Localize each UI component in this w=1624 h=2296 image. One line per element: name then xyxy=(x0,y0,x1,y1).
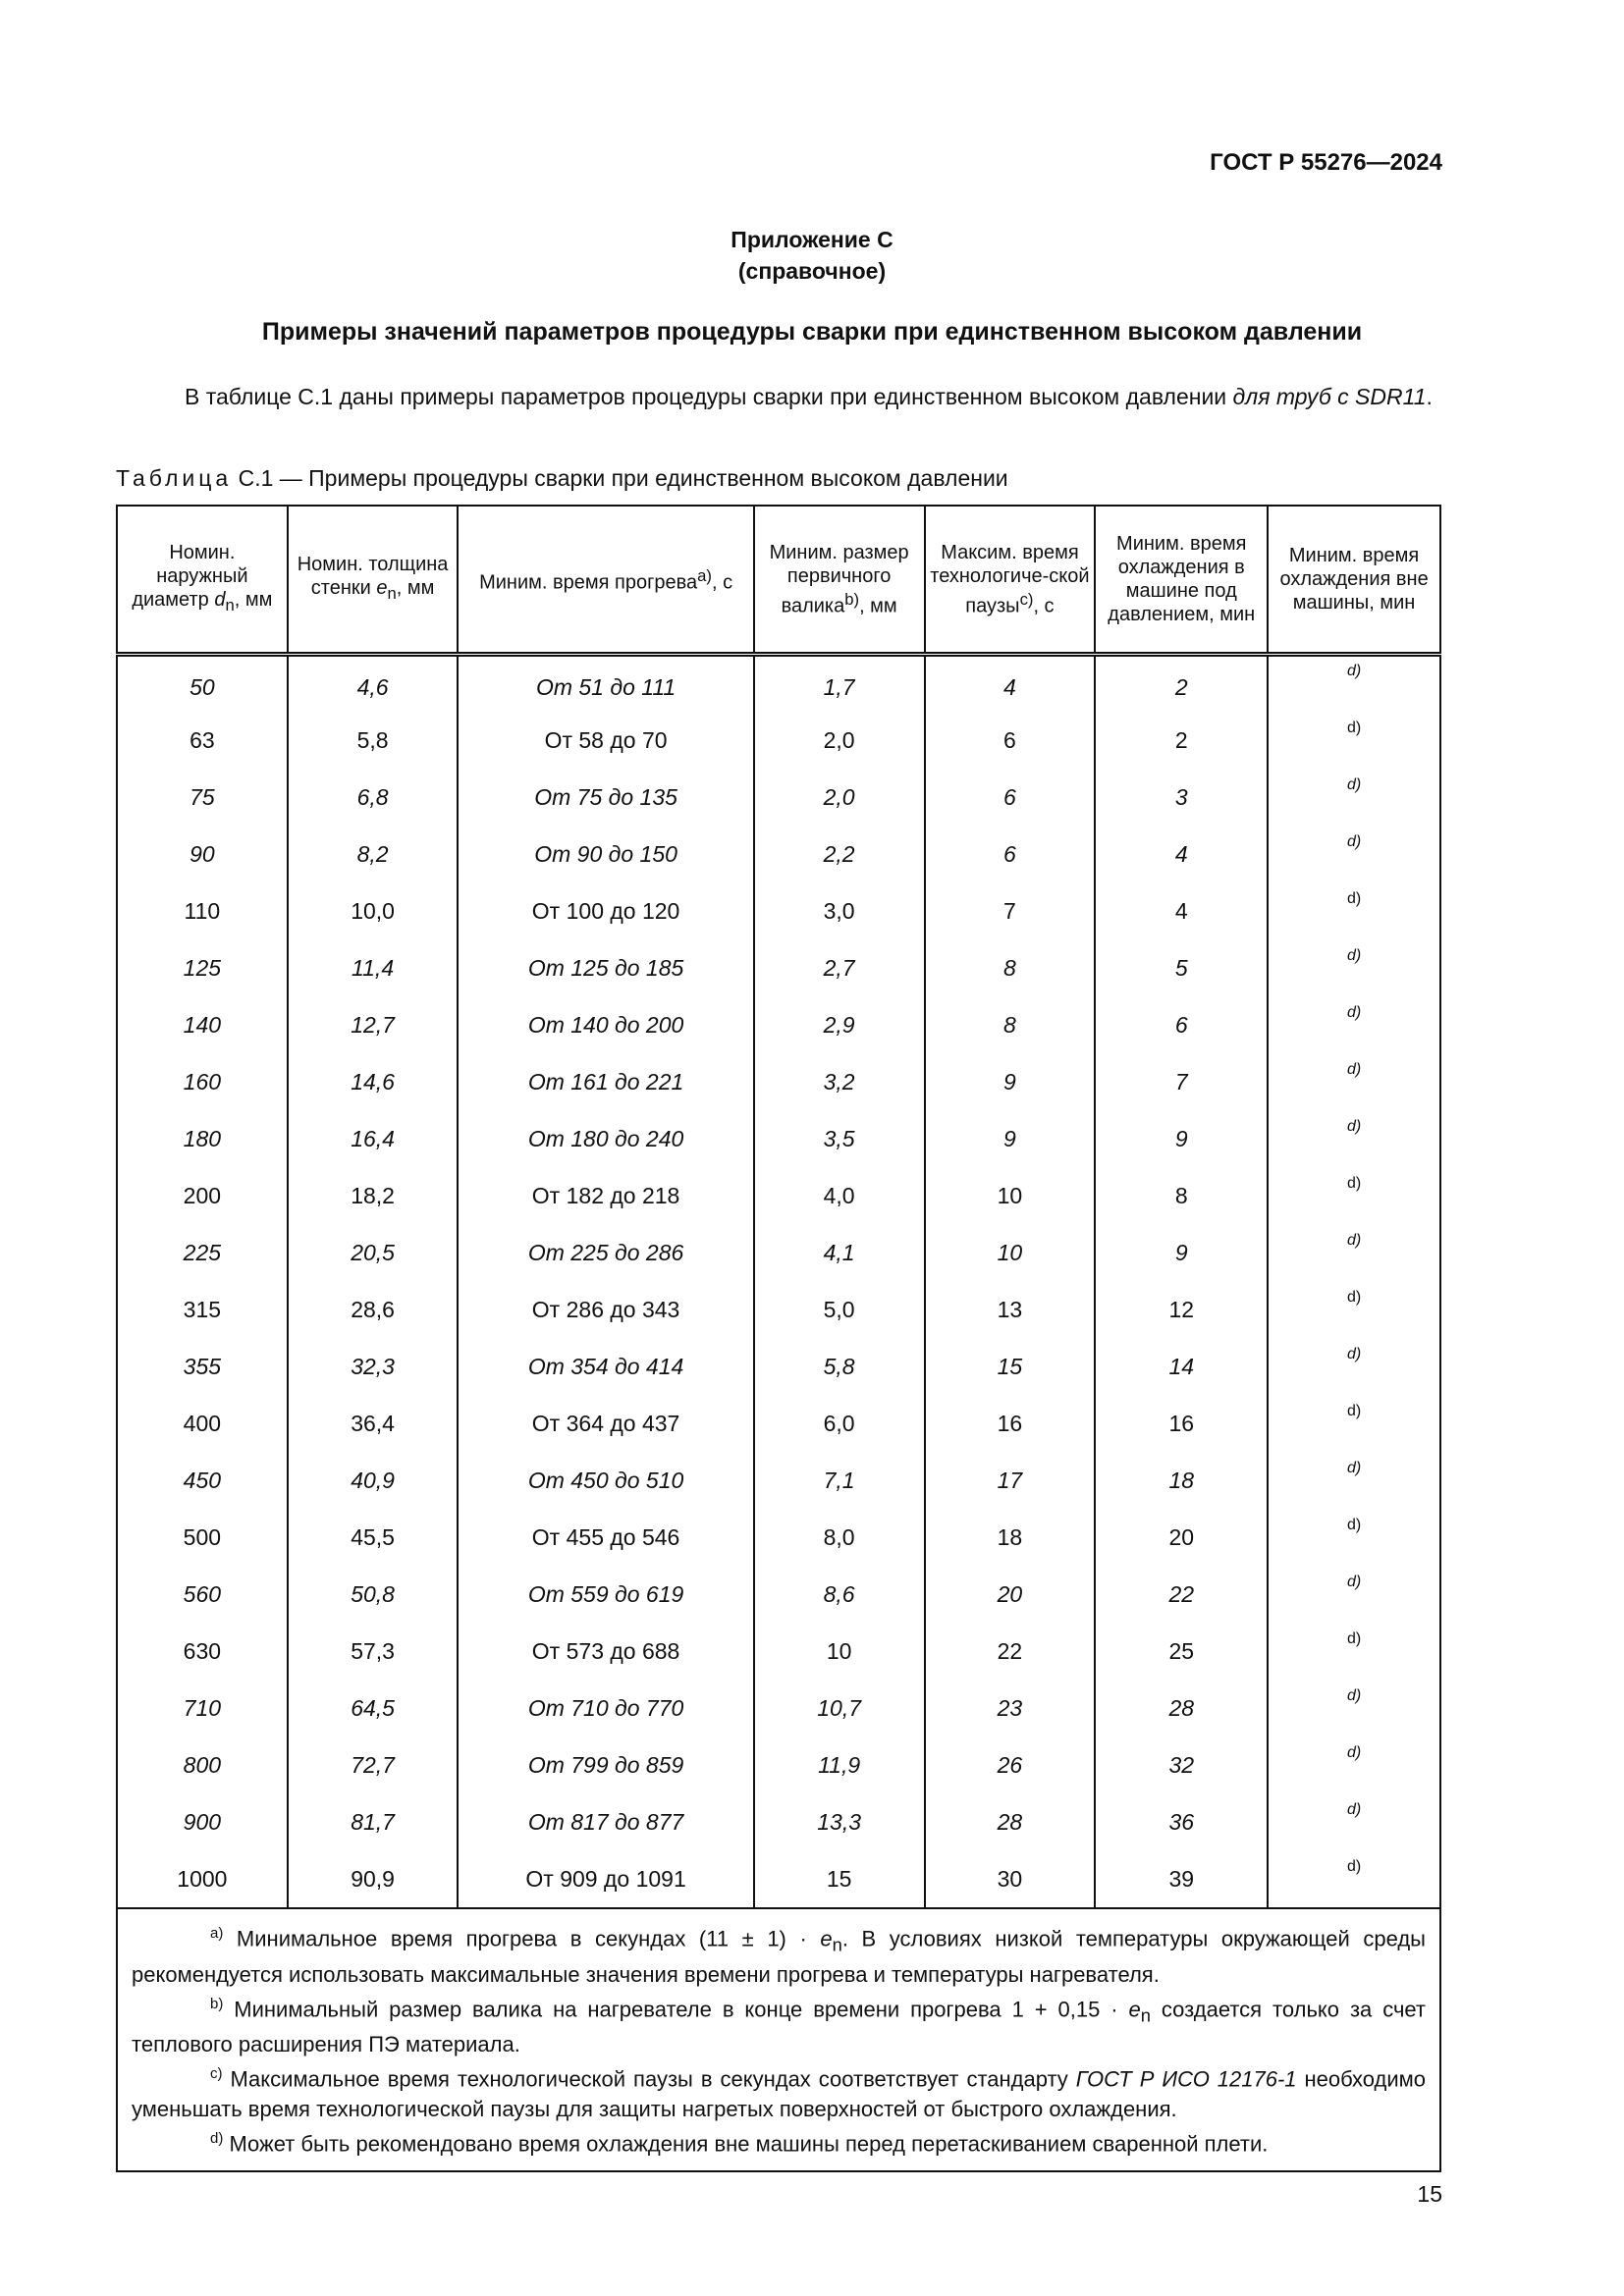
table-row xyxy=(117,1395,1440,1452)
table-cell: 36,4 xyxy=(288,1395,459,1452)
table-row xyxy=(117,826,1440,882)
table-cell: 400 xyxy=(117,1395,288,1452)
footnote-ref-cell: d) xyxy=(1268,1680,1440,1736)
table-cell: 20 xyxy=(1095,1509,1268,1566)
table-cell: 15 xyxy=(754,1850,925,1908)
footnote-text: необходимо уменьшать время технологической паузы для защиты нагретых поверхностей от быстрого охлаждения. xyxy=(132,2066,1426,2121)
table-cell: 4 xyxy=(925,655,1096,713)
table-cell: От 180 до 240 xyxy=(458,1110,753,1167)
table-cell: 16 xyxy=(925,1395,1096,1452)
column-header-sup: а) xyxy=(697,565,712,585)
footnote-italic: e xyxy=(1128,1997,1141,2022)
column-header-sub: n xyxy=(225,596,235,614)
table-cell: 39 xyxy=(1095,1850,1268,1908)
table-cell: 90 xyxy=(117,826,288,882)
table-cell: 2,0 xyxy=(754,712,925,769)
table-cell: 1000 xyxy=(117,1850,288,1908)
footnote-ref-cell: d) xyxy=(1268,1509,1440,1566)
table-caption-label: Таблица xyxy=(116,465,233,491)
table-cell: 4,1 xyxy=(754,1224,925,1281)
table-cell: 10 xyxy=(754,1623,925,1680)
table-row xyxy=(117,1452,1440,1509)
table-cell: 18 xyxy=(1095,1452,1268,1509)
column-header-text: Миним. время охлаждения в машине под давлением, мин xyxy=(1108,533,1256,625)
table-row xyxy=(117,1167,1440,1224)
table-cell: От 286 до 343 xyxy=(458,1281,753,1338)
footnote-ref-cell: d) xyxy=(1268,996,1440,1053)
table-row xyxy=(117,1509,1440,1566)
footnote-ref-cell: d) xyxy=(1268,1736,1440,1793)
table-cell: 160 xyxy=(117,1053,288,1110)
table-row xyxy=(117,1338,1440,1395)
table-cell: 3,0 xyxy=(754,882,925,939)
welding-parameters-table xyxy=(116,505,1441,1909)
table-cell: 26 xyxy=(925,1736,1096,1793)
footnote-italic: ГОСТ Р ИСО 12176-1 xyxy=(1075,2066,1297,2092)
footnote-ref-cell: d) xyxy=(1268,655,1440,713)
table-cell: 6 xyxy=(925,769,1096,826)
table-cell: 25 xyxy=(1095,1623,1268,1680)
table-cell: 3 xyxy=(1095,769,1268,826)
table-cell: 13,3 xyxy=(754,1793,925,1850)
column-header-sup: b) xyxy=(844,589,860,609)
table-cell: От 182 до 218 xyxy=(458,1167,753,1224)
annex-title: Приложение С xyxy=(731,227,893,252)
column-header-var: d xyxy=(214,589,226,611)
table-cell: 9 xyxy=(925,1110,1096,1167)
footnote-text: Минимальное время прогрева в секундах (11 ± 1) · xyxy=(223,1926,821,1951)
table-cell: 8,2 xyxy=(288,826,459,882)
table-cell: 50 xyxy=(117,655,288,713)
footnote-text: . В условиях низкой температуры окружающей среды рекомендуется использовать максимальные значения времени прогрева и температуры нагревателя. xyxy=(132,1926,1426,1987)
table-cell: От 573 до 688 xyxy=(458,1623,753,1680)
column-header-4 xyxy=(754,506,925,655)
footnote-sub: n xyxy=(1140,2004,1151,2026)
table-cell: 90,9 xyxy=(288,1850,459,1908)
table-row xyxy=(117,1053,1440,1110)
table-cell: От 51 до 111 xyxy=(458,655,753,713)
column-header-unit: , с xyxy=(1033,595,1055,617)
table-body xyxy=(117,655,1440,1909)
table-cell: От 90 до 150 xyxy=(458,826,753,882)
table-cell: 6,8 xyxy=(288,769,459,826)
table-cell: От 125 до 185 xyxy=(458,939,753,996)
table-cell: 20 xyxy=(925,1566,1096,1623)
table-cell: 57,3 xyxy=(288,1623,459,1680)
footnote-text: Максимальное время технологической паузы в секундах соответствует стандарту xyxy=(222,2066,1076,2092)
footnote-ref-cell: d) xyxy=(1268,826,1440,882)
table-cell: 12 xyxy=(1095,1281,1268,1338)
table-row xyxy=(117,1850,1440,1908)
table-cell: 2,7 xyxy=(754,939,925,996)
footnote-ref-cell: d) xyxy=(1268,1167,1440,1224)
table-cell: 2,9 xyxy=(754,996,925,1053)
column-header-unit: , мм xyxy=(396,577,435,599)
table-cell: От 909 до 1091 xyxy=(458,1850,753,1908)
table-cell: 355 xyxy=(117,1338,288,1395)
table-cell: От 161 до 221 xyxy=(458,1053,753,1110)
footnote-ref-cell: d) xyxy=(1268,1566,1440,1623)
table-cell: 45,5 xyxy=(288,1509,459,1566)
footnote-text: Может быть рекомендовано время охлаждения вне машины перед перетаскиванием сваренной плети. xyxy=(223,2131,1269,2157)
column-header-1 xyxy=(117,506,288,655)
footnote-text: Минимальный размер валика на нагревателе в конце времени прогрева 1 + 0,15 · xyxy=(223,1997,1129,2022)
footnote xyxy=(132,1919,1426,1990)
table-cell: 9 xyxy=(925,1053,1096,1110)
table-cell: 28,6 xyxy=(288,1281,459,1338)
column-header-unit: , мм xyxy=(859,595,897,617)
table-row xyxy=(117,769,1440,826)
table-cell: 12,7 xyxy=(288,996,459,1053)
table-row xyxy=(117,655,1440,713)
table-cell: 800 xyxy=(117,1736,288,1793)
table-cell: 23 xyxy=(925,1680,1096,1736)
table-cell: От 710 до 770 xyxy=(458,1680,753,1736)
table-cell: 40,9 xyxy=(288,1452,459,1509)
footnote-ref-cell: d) xyxy=(1268,882,1440,939)
table-cell: 110 xyxy=(117,882,288,939)
table-cell: 10,0 xyxy=(288,882,459,939)
footnote-ref-cell: d) xyxy=(1268,1110,1440,1167)
table-cell: 10,7 xyxy=(754,1680,925,1736)
table-cell: 5,8 xyxy=(754,1338,925,1395)
table-cell: 9 xyxy=(1095,1110,1268,1167)
column-header-5 xyxy=(925,506,1096,655)
table-cell: 10 xyxy=(925,1167,1096,1224)
table-cell: 11,9 xyxy=(754,1736,925,1793)
table-cell: 500 xyxy=(117,1509,288,1566)
column-header-unit: , мм xyxy=(234,589,273,611)
footnote xyxy=(132,2059,1426,2123)
footnote xyxy=(132,1990,1426,2060)
table-cell: 32 xyxy=(1095,1736,1268,1793)
column-header-unit: , с xyxy=(711,571,733,594)
table-cell: От 100 до 120 xyxy=(458,882,753,939)
table-cell: 5 xyxy=(1095,939,1268,996)
table-cell: 14 xyxy=(1095,1338,1268,1395)
table-cell: 72,7 xyxy=(288,1736,459,1793)
table-row xyxy=(117,1736,1440,1793)
table-cell: 5,8 xyxy=(288,712,459,769)
table-cell: От 559 до 619 xyxy=(458,1566,753,1623)
table-cell: 4,0 xyxy=(754,1167,925,1224)
table-cell: От 225 до 286 xyxy=(458,1224,753,1281)
table-cell: 2 xyxy=(1095,712,1268,769)
table-cell: 2 xyxy=(1095,655,1268,713)
column-header-text: Номин. наружный диаметр xyxy=(132,542,248,611)
footnote-italic: e xyxy=(820,1926,833,1951)
document-code: ГОСТ Р 55276—2024 xyxy=(1210,149,1442,176)
column-header-sub: n xyxy=(387,584,397,603)
table-cell: 11,4 xyxy=(288,939,459,996)
table-cell: 225 xyxy=(117,1224,288,1281)
table-cell: 4,6 xyxy=(288,655,459,713)
table-cell: 560 xyxy=(117,1566,288,1623)
table-caption-title: — Примеры процедуры сварки при единственном высоком давлении xyxy=(279,465,1008,491)
table-cell: 5,0 xyxy=(754,1281,925,1338)
annex-heading xyxy=(0,224,1624,287)
table-cell: От 140 до 200 xyxy=(458,996,753,1053)
footnote-ref-cell: d) xyxy=(1268,1338,1440,1395)
table-row xyxy=(117,1566,1440,1623)
table-cell: 32,3 xyxy=(288,1338,459,1395)
table-cell: 7 xyxy=(1095,1053,1268,1110)
column-header-7 xyxy=(1268,506,1440,655)
table-cell: 9 xyxy=(1095,1224,1268,1281)
table-cell: 16 xyxy=(1095,1395,1268,1452)
table-cell: 450 xyxy=(117,1452,288,1509)
table-cell: 125 xyxy=(117,939,288,996)
table-row xyxy=(117,1224,1440,1281)
table-cell: 22 xyxy=(1095,1566,1268,1623)
column-header-2 xyxy=(288,506,459,655)
footnote-ref-cell: d) xyxy=(1268,1850,1440,1908)
table-row xyxy=(117,939,1440,996)
column-header-text: Миним. время охлаждения вне машины, мин xyxy=(1279,545,1429,614)
table-cell: От 364 до 437 xyxy=(458,1395,753,1452)
footnote-ref-cell: d) xyxy=(1268,1452,1440,1509)
table-cell: 16,4 xyxy=(288,1110,459,1167)
table-cell: 6 xyxy=(1095,996,1268,1053)
table-cell: 13 xyxy=(925,1281,1096,1338)
table-cell: 81,7 xyxy=(288,1793,459,1850)
table-cell: От 354 до 414 xyxy=(458,1338,753,1395)
table-caption xyxy=(116,465,1008,492)
table-cell: 2,2 xyxy=(754,826,925,882)
table-cell: 22 xyxy=(925,1623,1096,1680)
table-cell: 28 xyxy=(925,1793,1096,1850)
table-cell: 6,0 xyxy=(754,1395,925,1452)
table-cell: 2,0 xyxy=(754,769,925,826)
column-header-var: e xyxy=(376,577,388,599)
table-row xyxy=(117,1281,1440,1338)
table-row xyxy=(117,1680,1440,1736)
table-cell: 8,0 xyxy=(754,1509,925,1566)
footnote-mark: c) xyxy=(210,2065,223,2083)
table-cell: От 799 до 859 xyxy=(458,1736,753,1793)
table-cell: 3,5 xyxy=(754,1110,925,1167)
table-cell: 4 xyxy=(1095,826,1268,882)
column-header-text: Максим. время технологиче-ской паузы xyxy=(930,541,1090,617)
intro-end: . xyxy=(1426,384,1433,409)
table-caption-number: С.1 xyxy=(238,465,274,491)
column-header-6 xyxy=(1095,506,1268,655)
footnote-ref-cell: d) xyxy=(1268,1224,1440,1281)
table-cell: 30 xyxy=(925,1850,1096,1908)
table-cell: 50,8 xyxy=(288,1566,459,1623)
table-cell: От 450 до 510 xyxy=(458,1452,753,1509)
intro-text: В таблице С.1 даны примеры параметров процедуры сварки при единственном высоком давлении xyxy=(185,384,1233,409)
annex-status: (справочное) xyxy=(737,258,887,284)
table-footnotes xyxy=(116,1909,1441,2172)
footnote-sub: n xyxy=(832,1934,842,1955)
footnote-ref-cell: d) xyxy=(1268,1395,1440,1452)
table-cell: От 58 до 70 xyxy=(458,712,753,769)
footnote-ref-cell: d) xyxy=(1268,1281,1440,1338)
table-cell: 8 xyxy=(925,939,1096,996)
table-cell: 900 xyxy=(117,1793,288,1850)
table-cell: 8 xyxy=(1095,1167,1268,1224)
table-row xyxy=(117,1793,1440,1850)
column-header-sup: c) xyxy=(1019,589,1034,609)
table-cell: 8,6 xyxy=(754,1566,925,1623)
table-cell: От 75 до 135 xyxy=(458,769,753,826)
table-cell: 6 xyxy=(925,712,1096,769)
table-cell: 6 xyxy=(925,826,1096,882)
table-cell: 14,6 xyxy=(288,1053,459,1110)
table-row xyxy=(117,882,1440,939)
table-cell: 18 xyxy=(925,1509,1096,1566)
table-cell: От 817 до 877 xyxy=(458,1793,753,1850)
table-cell: 8 xyxy=(925,996,1096,1053)
table-row xyxy=(117,1110,1440,1167)
table-cell: 64,5 xyxy=(288,1680,459,1736)
table-row xyxy=(117,712,1440,769)
table-row xyxy=(117,1623,1440,1680)
table-cell: 63 xyxy=(117,712,288,769)
intro-italic: для труб с SDR11 xyxy=(1232,384,1427,409)
column-header-text: Миним. время прогрева xyxy=(479,571,698,594)
footnote-ref-cell: d) xyxy=(1268,1793,1440,1850)
table-row xyxy=(117,996,1440,1053)
footnote-mark: b) xyxy=(210,1995,224,2012)
table-cell: 36 xyxy=(1095,1793,1268,1850)
table-cell: 18,2 xyxy=(288,1167,459,1224)
table-cell: 7,1 xyxy=(754,1452,925,1509)
table-cell: 17 xyxy=(925,1452,1096,1509)
page-number: 15 xyxy=(1417,2181,1442,2207)
column-header-text: Номин. толщина стенки xyxy=(297,554,449,599)
table-cell: 20,5 xyxy=(288,1224,459,1281)
column-header-text: Миним. размер первичного валика xyxy=(769,541,909,617)
table-cell: 710 xyxy=(117,1680,288,1736)
footnote-ref-cell: d) xyxy=(1268,769,1440,826)
footnote-mark: d) xyxy=(210,2129,224,2147)
intro-paragraph xyxy=(118,381,1443,412)
footnote-ref-cell: d) xyxy=(1268,1053,1440,1110)
footnote-ref-cell: d) xyxy=(1268,1623,1440,1680)
footnote xyxy=(132,2124,1426,2159)
footnote-text: создается только за счет теплового расширения ПЭ материала. xyxy=(132,1997,1426,2057)
footnote-mark: а) xyxy=(210,1925,224,1942)
table-cell: 7 xyxy=(925,882,1096,939)
table-cell: 15 xyxy=(925,1338,1096,1395)
table-cell: 28 xyxy=(1095,1680,1268,1736)
table-cell: 4 xyxy=(1095,882,1268,939)
column-header-3 xyxy=(458,506,753,655)
table-cell: От 455 до 546 xyxy=(458,1509,753,1566)
table-cell: 200 xyxy=(117,1167,288,1224)
table-cell: 10 xyxy=(925,1224,1096,1281)
table-cell: 1,7 xyxy=(754,655,925,713)
table-cell: 3,2 xyxy=(754,1053,925,1110)
table-cell: 180 xyxy=(117,1110,288,1167)
footnote-ref-cell: d) xyxy=(1268,939,1440,996)
table-cell: 75 xyxy=(117,769,288,826)
table-header-row xyxy=(117,506,1440,655)
footnote-ref-cell: d) xyxy=(1268,712,1440,769)
table-cell: 315 xyxy=(117,1281,288,1338)
table-cell: 140 xyxy=(117,996,288,1053)
section-title: Примеры значений параметров процедуры сварки при единственном высоком давлении xyxy=(261,318,1363,346)
table-cell: 630 xyxy=(117,1623,288,1680)
